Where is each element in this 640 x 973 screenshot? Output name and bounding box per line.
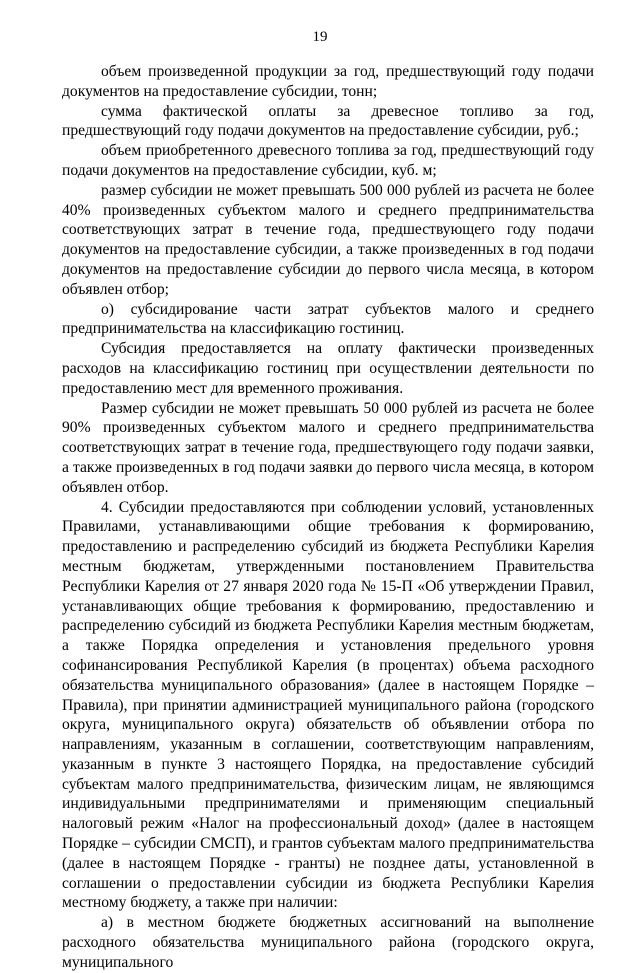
paragraph: Субсидия предоставляется на оплату фактически произведенных расходов на классификацию гостиниц при осуществлении деятельности по предоставлению мест для временного проживания. [62,340,594,397]
paragraph: о) субсидирование части затрат субъектов малого и среднего предпринимательства на классификацию гостиниц. [62,300,594,338]
paragraph: объем приобретенного древесного топлива за год, предшествующий году подачи документов на предоставление субсидии, куб. м; [62,142,594,179]
paragraph: размер субсидии не может превышать 500 000 рублей из расчета не более 40% произведенных субъектом малого и среднего предпринимательства соответствующих затрат в течение года, предшествующего году подачи документов на предоставление субсидии, а также произведенных в год подачи документов на предоставление субсидии до первого числа месяца, в котором объявлен отбор; [62,181,594,298]
paragraph: объем произведенной продукции за год, предшествующий году подачи документов на предоставление субсидии, тонн; [62,63,594,100]
paragraph: Размер субсидии не может превышать 50 000 рублей из расчета не более 90% произведенных субъектом малого и среднего предпринимательства соответствующих затрат в течение года, предшествующего году подачи заявки, а также произведенных в год подачи заявки до первого числа месяца, в котором объявлен отбор. [62,399,594,496]
paragraph: 4. Субсидии предоставляются при соблюдении условий, установленных Правилами, устанавливающими общие требования к формированию, предоставлению и распределению субсидий из бюджета Республики Карелия местным бюджетам, утвержденными постановлением Правительства Республики Карелия от 27 января 2020 года № 15-П «Об утверждении Правил, устанавливающих общие требования к формированию, предоставлению и распределению субсидий из бюджета Республики Карелия местным бюджетам, а также Порядка определения и установления предельного уровня софинансирования Республикой Карелия (в процентах) объема расходного обязательства муниципального образования» (далее в настоящем Порядке – Правила), при принятии администрацией муниципального района (городского округа, муниципального округа) обязательств об объявлении отбора по направлениям, указанным в соглашении, соответствующим направлениям, указанным в пункте 3 настоящего Порядка, на предоставление субсидий субъектам малого предпринимательства, физическим лицам, не являющимся индивидуальными предпринимателями и применяющим специальный налоговый режим «Налог на профессиональный доход» (далее в настоящем Порядке – субсидии СМСП), и грантов субъектам малого предпринимательства (далее в настоящем Порядке - гранты) не позднее даты, установленной в соглашении о предоставлении субсидии из бюджета Республики Карелия местному бюджету, а также при наличии: [62,498,594,912]
page-number: 19 [312,29,328,45]
body-text [62,62,594,973]
paragraph: а) в местном бюджете бюджетных ассигнований на выполнение расходного обязательства муниципального района (городского округа, муниципального [62,914,594,971]
paragraph: сумма фактической оплаты за древесное топливо за год, предшествующий году подачи документов на предоставление субсидии, руб.; [62,102,594,140]
